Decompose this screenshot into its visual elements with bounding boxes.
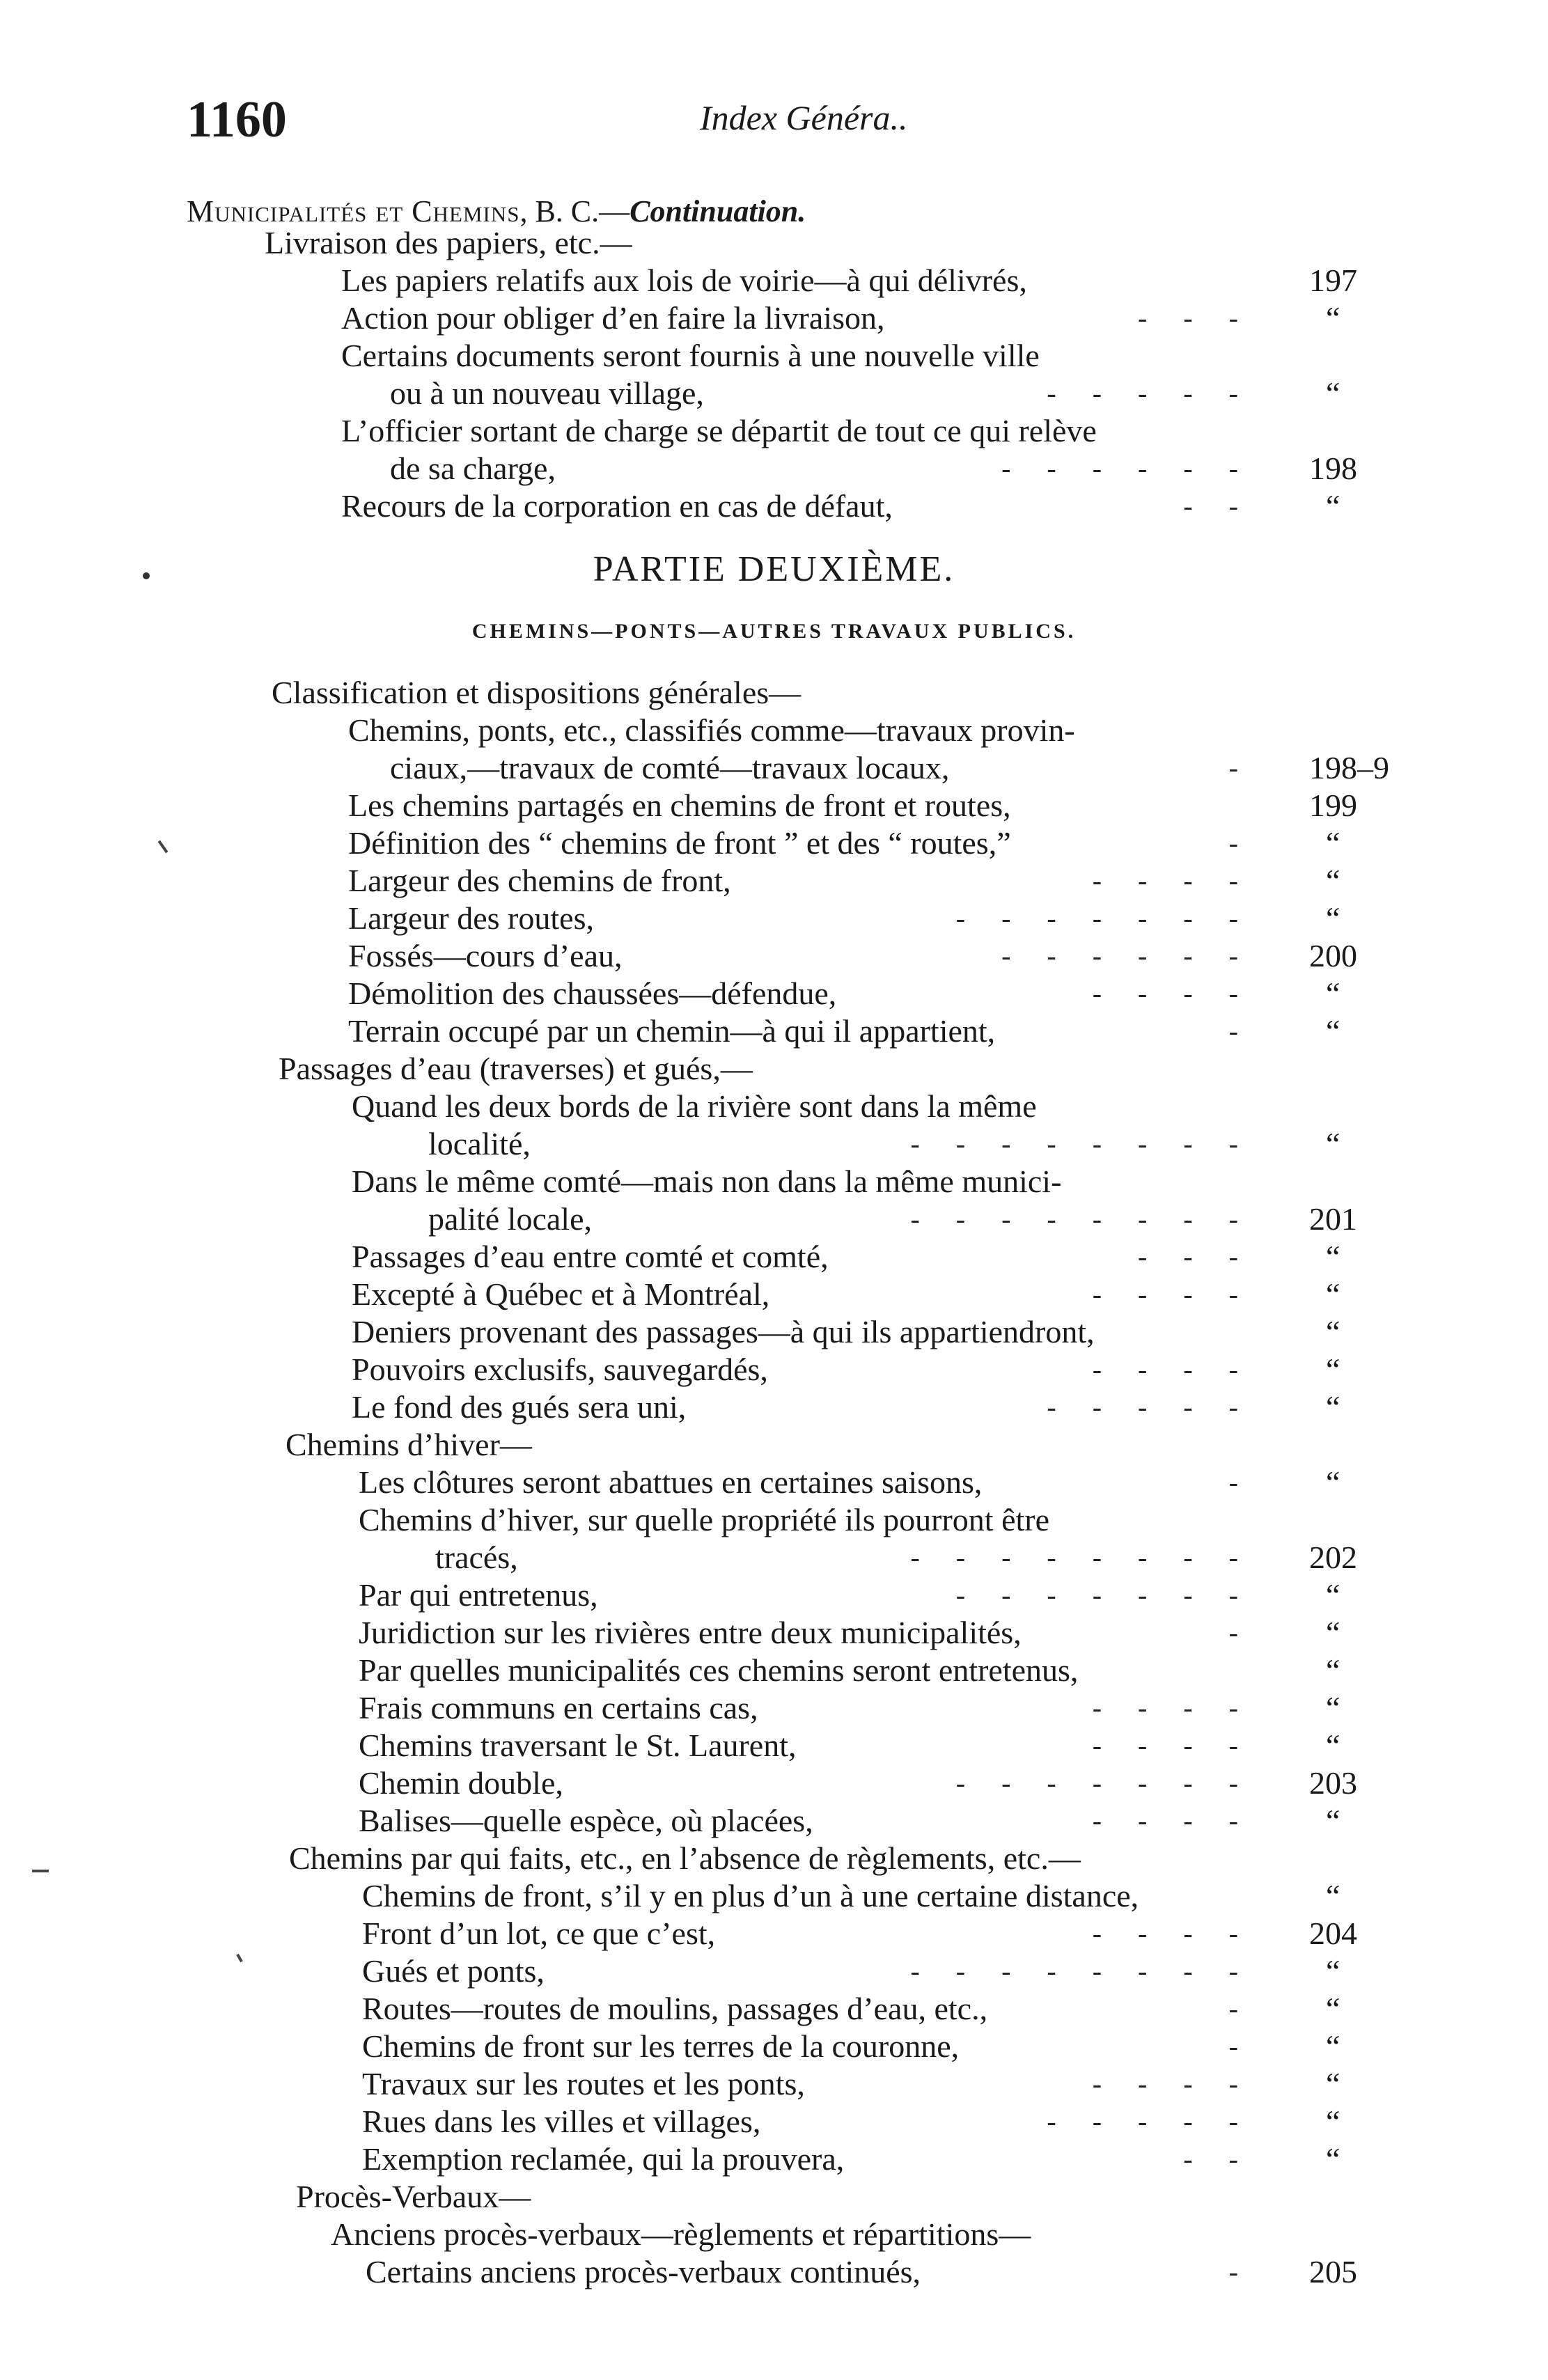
leader-dashes: -------- — [910, 1128, 1274, 1159]
index-entry-text: Classification et dispositions générales— — [272, 675, 802, 710]
index-entry-text: Dans le même comté—mais non dans la même munici- — [352, 1164, 1062, 1199]
part-title: PARTIE DEUXIÈME. — [593, 549, 955, 589]
index-entry-text: Passages d’eau entre comté et comté, — [352, 1239, 829, 1274]
index-entry-text: Action pour obliger d’en faire la livraison, — [341, 300, 885, 336]
index-entry-text: Chemins par qui faits, etc., en l’absence de règlements, etc.— — [289, 1840, 1081, 1876]
index-entry-page: 202 — [1309, 1540, 1357, 1575]
running-title: Index Généra.. — [700, 98, 908, 137]
index-entry-text: Démolition des chaussées—défendue, — [348, 976, 837, 1011]
ink-speck — [143, 572, 150, 579]
index-entry-page: “ — [1326, 1126, 1340, 1161]
index-entry-text: localité, — [428, 1126, 531, 1161]
continuation-label: Continuation. — [630, 194, 806, 228]
index-entry-text: Fossés—cours d’eau, — [348, 938, 623, 973]
index-entry-page: “ — [1326, 1314, 1340, 1349]
index-entry-text: Certains anciens procès-verbaux continués, — [366, 2254, 921, 2289]
index-entry-page: “ — [1326, 1690, 1340, 1725]
leader-dashes: --- — [1138, 1241, 1274, 1272]
index-entry-page: 198 — [1309, 451, 1357, 486]
index-entry-text: Procès-Verbaux— — [296, 2179, 531, 2214]
index-entry-page: 198–9 — [1309, 750, 1389, 785]
page-number: 1160 — [187, 91, 287, 148]
leader-dashes: - — [1228, 2030, 1274, 2062]
index-entry-page: “ — [1326, 1878, 1340, 1913]
leader-dashes: ------ — [1001, 453, 1274, 484]
leader-dashes: ---- — [1092, 978, 1274, 1009]
index-entry-text: Largeur des chemins de front, — [348, 863, 731, 898]
index-entry-page: “ — [1326, 2066, 1340, 2101]
index-entry-text: L’officier sortant de charge se départit de tout ce qui relève — [341, 413, 1097, 448]
index-entry-page: “ — [1326, 1276, 1340, 1312]
index-entry-text: Par qui entretenus, — [359, 1577, 598, 1613]
leader-dashes: -------- — [910, 1955, 1274, 1987]
leader-dashes: ---- — [1092, 2068, 1274, 2099]
index-entry-text: Chemins d’hiver— — [286, 1427, 532, 1462]
index-entry-page: “ — [1326, 2141, 1340, 2177]
index-entry-text: Rues dans les villes et villages, — [362, 2104, 761, 2139]
index-entry-text: Routes—routes de moulins, passages d’eau, etc., — [362, 1991, 988, 2026]
leader-dashes: ---- — [1092, 1278, 1274, 1310]
index-entry-page: “ — [1326, 1728, 1340, 1763]
index-entry-text: Chemins de front, s’il y en plus d’un à une certaine distance, — [362, 1878, 1139, 1913]
leader-dashes: -------- — [910, 1542, 1274, 1573]
index-entry-text: Terrain occupé par un chemin—à qui il appartient, — [348, 1013, 996, 1049]
leader-dashes: - — [1228, 1015, 1274, 1047]
ink-mark — [32, 1870, 49, 1872]
index-entry-text: Chemins, ponts, etc., classifiés comme—travaux provin- — [348, 712, 1075, 748]
index-entry-page: “ — [1326, 1464, 1340, 1500]
leader-dashes: --- — [1138, 302, 1274, 334]
leader-dashes: - — [1228, 2256, 1274, 2287]
index-entry-page: “ — [1326, 1389, 1340, 1425]
leader-dashes: - — [1228, 1617, 1274, 1648]
part-subtitle: CHEMINS—PONTS—AUTRES TRAVAUX PUBLICS. — [471, 620, 1077, 643]
index-entry-text: Deniers provenant des passages—à qui ils appartiendront, — [352, 1314, 1095, 1349]
index-entry-text: Excepté à Québec et à Montréal, — [352, 1276, 770, 1312]
leader-dashes: ---- — [1092, 1730, 1274, 1761]
leader-dashes: ---- — [1092, 1692, 1274, 1723]
leader-dashes: - — [1228, 1993, 1274, 2024]
index-entry-page: “ — [1326, 300, 1340, 336]
index-entry-page: “ — [1326, 1239, 1340, 1274]
index-entry-text: Gués et ponts, — [362, 1953, 545, 1989]
leader-dashes: ------- — [955, 1767, 1274, 1799]
index-entry-page: “ — [1326, 1803, 1340, 1838]
index-entry-page: “ — [1326, 2104, 1340, 2139]
index-entry-page: “ — [1326, 1013, 1340, 1049]
index-entry-text: Recours de la corporation en cas de défaut, — [341, 488, 893, 524]
leader-dashes: - — [1228, 827, 1274, 859]
index-entry-text: Front d’un lot, ce que c’est, — [362, 1916, 716, 1951]
index-entry-text: Chemins de front sur les terres de la couronne, — [362, 2028, 960, 2064]
index-entry-page: “ — [1326, 900, 1340, 936]
leader-dashes: - — [1228, 1466, 1274, 1498]
index-entry-page: 203 — [1309, 1765, 1357, 1801]
index-entry-text: Travaux sur les routes et les ponts, — [362, 2066, 805, 2101]
index-entry-text: Livraison des papiers, etc.— — [265, 225, 632, 260]
index-entry-text: Pouvoirs exclusifs, sauvegardés, — [352, 1352, 768, 1387]
index-entry-text: Définition des “ chemins de front ” et des “ routes,” — [348, 825, 1011, 861]
leader-dashes: ------- — [955, 902, 1274, 934]
index-entry-text: Par quelles municipalités ces chemins seront entretenus, — [359, 1652, 1079, 1688]
section-name: Municipalités et Chemins — [187, 194, 520, 228]
leader-dashes: ------ — [1001, 940, 1274, 971]
index-entry-text: Balises—quelle espèce, où placées, — [359, 1803, 813, 1838]
leader-dashes: -- — [1183, 490, 1274, 522]
leader-dashes: ------- — [955, 1579, 1274, 1611]
index-entry-text: Chemins traversant le St. Laurent, — [359, 1728, 797, 1763]
index-entry-page: 205 — [1309, 2254, 1357, 2289]
leader-dashes: ---- — [1092, 1918, 1274, 1949]
leader-dashes: ----- — [1047, 2106, 1274, 2137]
leader-dashes: -- — [1183, 2143, 1274, 2175]
index-entry-text: Le fond des gués sera uni, — [352, 1389, 687, 1425]
leader-dashes: ---- — [1092, 865, 1274, 896]
index-entry-page: “ — [1326, 1991, 1340, 2026]
index-entry-text: Anciens procès-verbaux—règlements et répartitions— — [331, 2216, 1031, 2252]
index-entry-page: 199 — [1309, 788, 1357, 823]
index-entry-page: “ — [1326, 1615, 1340, 1650]
index-entry-page: “ — [1326, 863, 1340, 898]
index-entry-text: Exemption reclamée, qui la prouvera, — [362, 2141, 845, 2177]
leader-dashes: - — [1228, 752, 1274, 783]
index-entry-text: Quand les deux bords de la rivière sont dans la même — [352, 1088, 1037, 1124]
leader-dashes: ----- — [1047, 1391, 1274, 1423]
index-entry-page: 201 — [1309, 1201, 1357, 1237]
index-entry-page: “ — [1326, 1652, 1340, 1688]
index-entry-text: palité locale, — [428, 1201, 592, 1237]
index-entry-text: Juridiction sur les rivières entre deux municipalités, — [359, 1615, 1022, 1650]
index-entry-text: Les papiers relatifs aux lois de voirie—à qui délivrés, — [341, 263, 1027, 298]
index-entry-text: Chemins d’hiver, sur quelle propriété ils pourront être — [359, 1502, 1050, 1537]
index-entry-text: de sa charge, — [390, 451, 556, 486]
index-entry-page: “ — [1326, 488, 1340, 524]
leader-dashes: -------- — [910, 1203, 1274, 1235]
index-entry-page: “ — [1326, 1577, 1340, 1613]
leader-dashes: ---- — [1092, 1805, 1274, 1836]
index-entry-page: “ — [1326, 1352, 1340, 1387]
index-entry-text: ou à un nouveau village, — [390, 375, 704, 411]
section-suffix: , B. C.— — [519, 194, 630, 228]
index-entry-page: “ — [1326, 1953, 1340, 1989]
index-entry-page: 200 — [1309, 938, 1357, 973]
index-entry-page: “ — [1326, 375, 1340, 411]
index-entry-page: “ — [1326, 2028, 1340, 2064]
index-entry-page: “ — [1326, 976, 1340, 1011]
index-entry-text: Les chemins partagés en chemins de front et routes, — [348, 788, 1011, 823]
index-entry-text: Frais communs en certains cas, — [359, 1690, 758, 1725]
index-entry-text: tracés, — [435, 1540, 518, 1575]
index-entry-text: Chemin double, — [359, 1765, 563, 1801]
index-entry-text: Passages d’eau (traverses) et gués,— — [279, 1051, 753, 1086]
index-entry-text: Les clôtures seront abattues en certaines saisons, — [359, 1464, 983, 1500]
index-entry-text: ciaux,—travaux de comté—travaux locaux, — [390, 750, 950, 785]
index-entry-page: 197 — [1309, 263, 1357, 298]
index-entry-text: Largeur des routes, — [348, 900, 594, 936]
index-entry-page: 204 — [1309, 1916, 1357, 1951]
leader-dashes: ----- — [1047, 377, 1274, 409]
index-entry-text: Certains documents seront fournis à une nouvelle ville — [341, 338, 1040, 373]
index-entry-page: “ — [1326, 825, 1340, 861]
leader-dashes: ---- — [1092, 1354, 1274, 1385]
